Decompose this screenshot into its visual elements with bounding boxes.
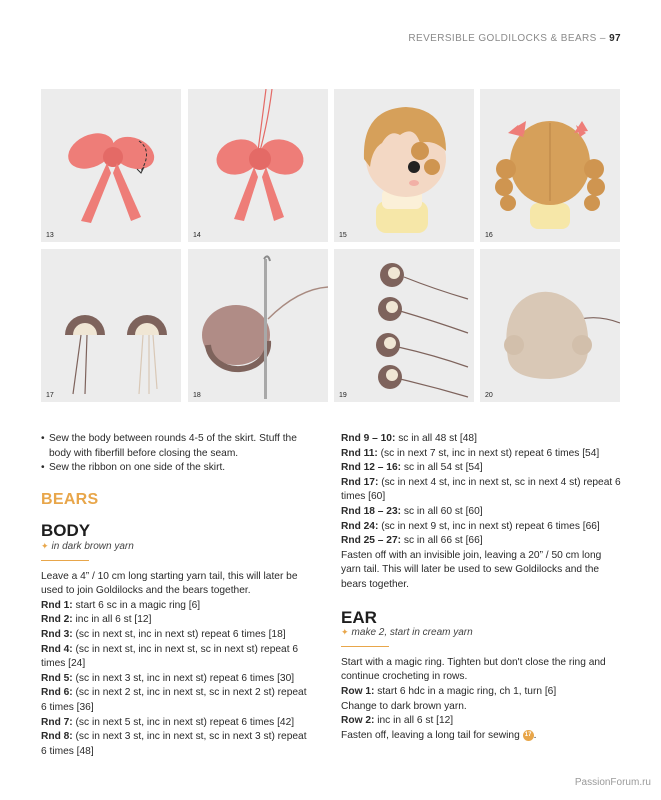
round-line	[41, 686, 309, 715]
round-text: (sc in next 7 st, inc in next st) repeat 6 times [54]	[377, 447, 600, 459]
ear-note-text: make 2, start in cream yarn	[351, 627, 473, 639]
body-intro: Leave a 4” / 10 cm long starting yarn tail, this will later be used to join Goldilocks and the bears together.	[41, 570, 298, 597]
round-line	[41, 628, 309, 643]
row-line	[341, 685, 623, 700]
round-label: Rnd 18 – 23:	[341, 505, 402, 517]
round-line	[41, 716, 309, 731]
round-line	[341, 432, 623, 447]
photo-20	[480, 249, 620, 402]
round-line	[41, 613, 309, 628]
pink-bow-with-arrow-image	[41, 89, 181, 242]
ear-heading: EAR	[341, 607, 377, 627]
ear-intro: Start with a magic ring. Tighten but don't close the ring and continue crocheting in rows.	[341, 656, 606, 683]
photo-number: 20	[485, 392, 493, 399]
photo-number: 16	[485, 232, 493, 239]
round-label: Rnd 25 – 27:	[341, 535, 402, 547]
four-ears-image	[334, 249, 474, 402]
photo-18	[188, 249, 328, 402]
row-line	[341, 714, 623, 729]
photo-16	[480, 89, 620, 242]
round-label: Rnd 17:	[341, 476, 379, 488]
round-label: Rnd 6:	[41, 687, 73, 699]
row-label: Row 1:	[341, 685, 375, 697]
photo-19	[334, 249, 474, 402]
round-label: Rnd 1:	[41, 599, 73, 611]
row-text: inc in all 6 st [12]	[374, 715, 454, 727]
round-text: sc in all 48 st [48]	[395, 433, 477, 444]
body-heading: BODY	[41, 521, 91, 541]
round-label: Rnd 11:	[341, 447, 378, 459]
photo-13	[41, 89, 181, 242]
heading-rule	[341, 646, 389, 647]
two-ears-image	[41, 249, 181, 402]
bear-body-image	[480, 249, 620, 402]
photo-number: 13	[46, 232, 54, 239]
body-finish: Fasten off with an invisible join, leaving a 20” / 50 cm long yarn tail. This will later be used to sew Goldilocks and the bears together.	[341, 549, 602, 590]
ear-finish-text: Fasten off, leaving a long tail for sewing	[341, 729, 520, 741]
round-text: sc in all 60 st [60]	[401, 505, 483, 517]
goldilocks-side-image	[334, 89, 474, 242]
round-label: Rnd 24:	[341, 520, 379, 532]
body-note-text: in dark brown yarn	[51, 540, 134, 552]
star-icon: ✦	[41, 540, 49, 551]
round-label: Rnd 2:	[41, 614, 73, 626]
photo-17	[41, 249, 181, 402]
round-line	[41, 672, 309, 687]
round-label: Rnd 4:	[41, 643, 73, 655]
round-text: (sc in next 2 st, inc in next st, sc in next 2 st) repeat 6 times [36]	[41, 687, 307, 713]
ear-note	[341, 625, 623, 641]
round-label: Rnd 8:	[41, 731, 73, 743]
round-text: inc in all 6 st [12]	[72, 614, 152, 626]
bullet-item: • Sew the body between rounds 4-5 of the skirt. Stuff the body with fiberfill before closing the seam.	[41, 432, 309, 461]
bullet-item: • Sew the ribbon on one side of the skirt.	[41, 461, 309, 476]
round-text: (sc in next st, inc in next st) repeat 6 times [18]	[72, 628, 286, 640]
round-label: Rnd 3:	[41, 628, 73, 640]
row-label: Row 2:	[341, 715, 375, 727]
right-column	[341, 432, 623, 743]
pink-bow-image	[188, 89, 328, 242]
round-line	[341, 476, 623, 505]
body-note	[41, 539, 309, 555]
ear-finish-end: .	[533, 729, 537, 741]
round-text: sc in all 66 st [66]	[401, 535, 483, 547]
round-text: (sc in next 4 st, inc in next st, sc in next 4 st) repeat 6 times [60]	[341, 476, 621, 503]
round-label: Rnd 7:	[41, 716, 73, 728]
ear-finish	[341, 729, 623, 744]
row-text: start 6 hdc in a magic ring, ch 1, turn [6]	[374, 685, 557, 697]
running-title: REVERSIBLE GOLDILOCKS & BEARS	[408, 33, 597, 44]
round-line	[41, 643, 309, 672]
round-line	[41, 730, 309, 759]
watermark: PassionForum.ru	[574, 777, 651, 788]
crochet-hook-image	[188, 249, 328, 402]
round-text: sc in all 54 st [54]	[401, 462, 483, 474]
round-text: (sc in next 3 st, inc in next st) repeat 6 times [30]	[72, 672, 295, 684]
round-line	[341, 461, 623, 476]
photo-number: 14	[193, 232, 201, 239]
star-icon: ✦	[341, 627, 349, 638]
round-text: start 6 sc in a magic ring [6]	[72, 599, 201, 611]
photo-number: 18	[193, 392, 201, 399]
round-text: (sc in next 5 st, inc in next st) repeat 6 times [42]	[72, 716, 295, 728]
round-text: (sc in next 3 st, inc in next st, sc in next 3 st) repeat 6 times [48]	[41, 731, 307, 757]
round-label: Rnd 5:	[41, 672, 73, 684]
page-number: 97	[609, 33, 621, 44]
section-title-bears: BEARS	[41, 490, 99, 508]
round-text: (sc in next 9 st, inc in next st) repeat 6 times [66]	[378, 520, 600, 532]
round-line	[41, 599, 309, 614]
round-line	[341, 447, 623, 462]
round-line	[341, 505, 623, 520]
round-line	[341, 520, 623, 535]
round-text: (sc in next st, inc in next st, sc in next st) repeat 6 times [24]	[41, 643, 299, 670]
photo-number: 19	[339, 392, 347, 399]
color-change: Change to dark brown yarn.	[341, 700, 467, 712]
photo-number: 15	[339, 232, 347, 239]
photo-14	[188, 89, 328, 242]
round-label: Rnd 12 – 16:	[341, 462, 402, 474]
running-header	[408, 33, 621, 44]
photo-15	[334, 89, 474, 242]
photo-ref-badge[interactable]: 17	[523, 730, 534, 741]
instruction-bullets	[41, 432, 309, 476]
heading-rule	[41, 560, 89, 561]
round-label: Rnd 9 – 10:	[341, 433, 396, 444]
photo-number: 17	[46, 392, 54, 399]
goldilocks-back-image	[480, 89, 620, 242]
round-line	[341, 534, 623, 549]
running-separator: –	[599, 33, 606, 44]
left-column	[41, 432, 309, 759]
